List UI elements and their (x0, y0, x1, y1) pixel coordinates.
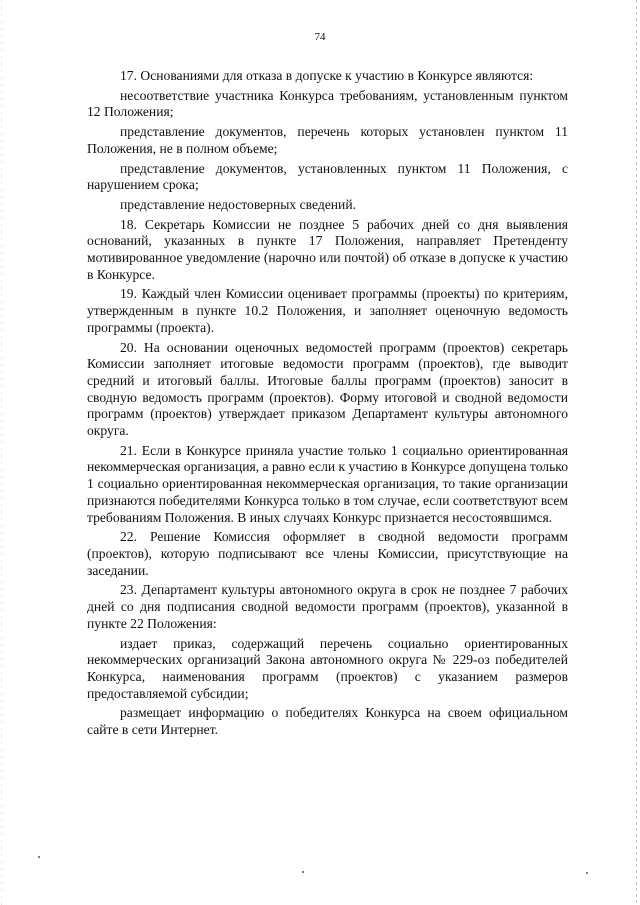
paragraph-22: 22. Решение Комиссия оформляет в сводной ведомости программ (проектов), которую подписывают все члены Комиссии, присутствующие на заседании. (87, 529, 568, 578)
page-number: 74 (314, 31, 326, 43)
paragraph-17-item-1: несоответствие участника Конкурса требованиям, установленным пунктом 12 Положения; (87, 87, 568, 120)
scan-speck (302, 871, 304, 873)
paragraph-23-item-2: размещает информацию о победителях Конкурса на своем официальном сайте в сети Интернет. (87, 705, 568, 738)
paragraph-20: 20. На основании оценочных ведомостей программ (проектов) секретарь Комиссии заполняет итоговые ведомости программ (проектов), где выводит средний и итоговый баллы. Итоговые баллы программ (проектов) заносит в сводную ведомость программ (проектов). Форму итоговой и сводной ведомости программ (проектов) утверждает приказом Департамент культуры автономного округа. (87, 339, 568, 439)
document-body (87, 68, 568, 742)
paragraph-17-item-2: представление документов, перечень которых установлен пунктом 11 Положения, не в полном объеме; (87, 124, 568, 156)
scan-speck (38, 856, 40, 858)
scan-speck (586, 872, 588, 874)
paragraph-21: 21. Если в Конкурсе приняла участие только 1 социально ориентированная некоммерческая организация, а равно если к участию в Конкурсе допущена только 1 социально ориентированная некоммерческая организация, то такие организации признаются победителями Конкурса только в том случае, если соответствуют всем требованиям Положения. В иных случаях Конкурс признается несостоявшимся. (87, 442, 569, 525)
paragraph-19: 19. Каждый член Комиссии оценивает программы (проекты) по критериям, утвержденным в пункте 10.2 Положения, и заполняет оценочную ведомость программы (проекта). (87, 286, 568, 335)
paragraph-17: 17. Основаниями для отказа в допуске к участию в Конкурсе являются: (120, 68, 534, 83)
paragraph-23-item-1: издает приказ, содержащий перечень социально ориентированных некоммерческих организаций Закона автономного округа № 229-оз победителей Конкурса, наименования программ (проектов) с указанием размеров предоставляемой субсидии; (87, 635, 568, 701)
paragraph-17-item-4: представление недостоверных сведений. (120, 196, 356, 212)
scan-edge-right (636, 0, 637, 905)
paragraph-18: 18. Секретарь Комиссии не позднее 5 рабочих дней со дня выявления оснований, указанных в пункте 17 Положения, направляет Претенденту мотивированное уведомление (нарочно или почтой) об отказе в допуске к участию в Конкурсе. (87, 216, 568, 282)
paragraph-17-item-3: представление документов, установленных пунктом 11 Положения, с нарушением срока; (87, 160, 568, 193)
paragraph-23: 23. Департамент культуры автономного округа в срок не позднее 7 рабочих дней со дня подписания сводной ведомости программ (проектов), указанной в пункте 22 Положения: (87, 582, 568, 631)
scan-edge-left (1, 0, 2, 905)
